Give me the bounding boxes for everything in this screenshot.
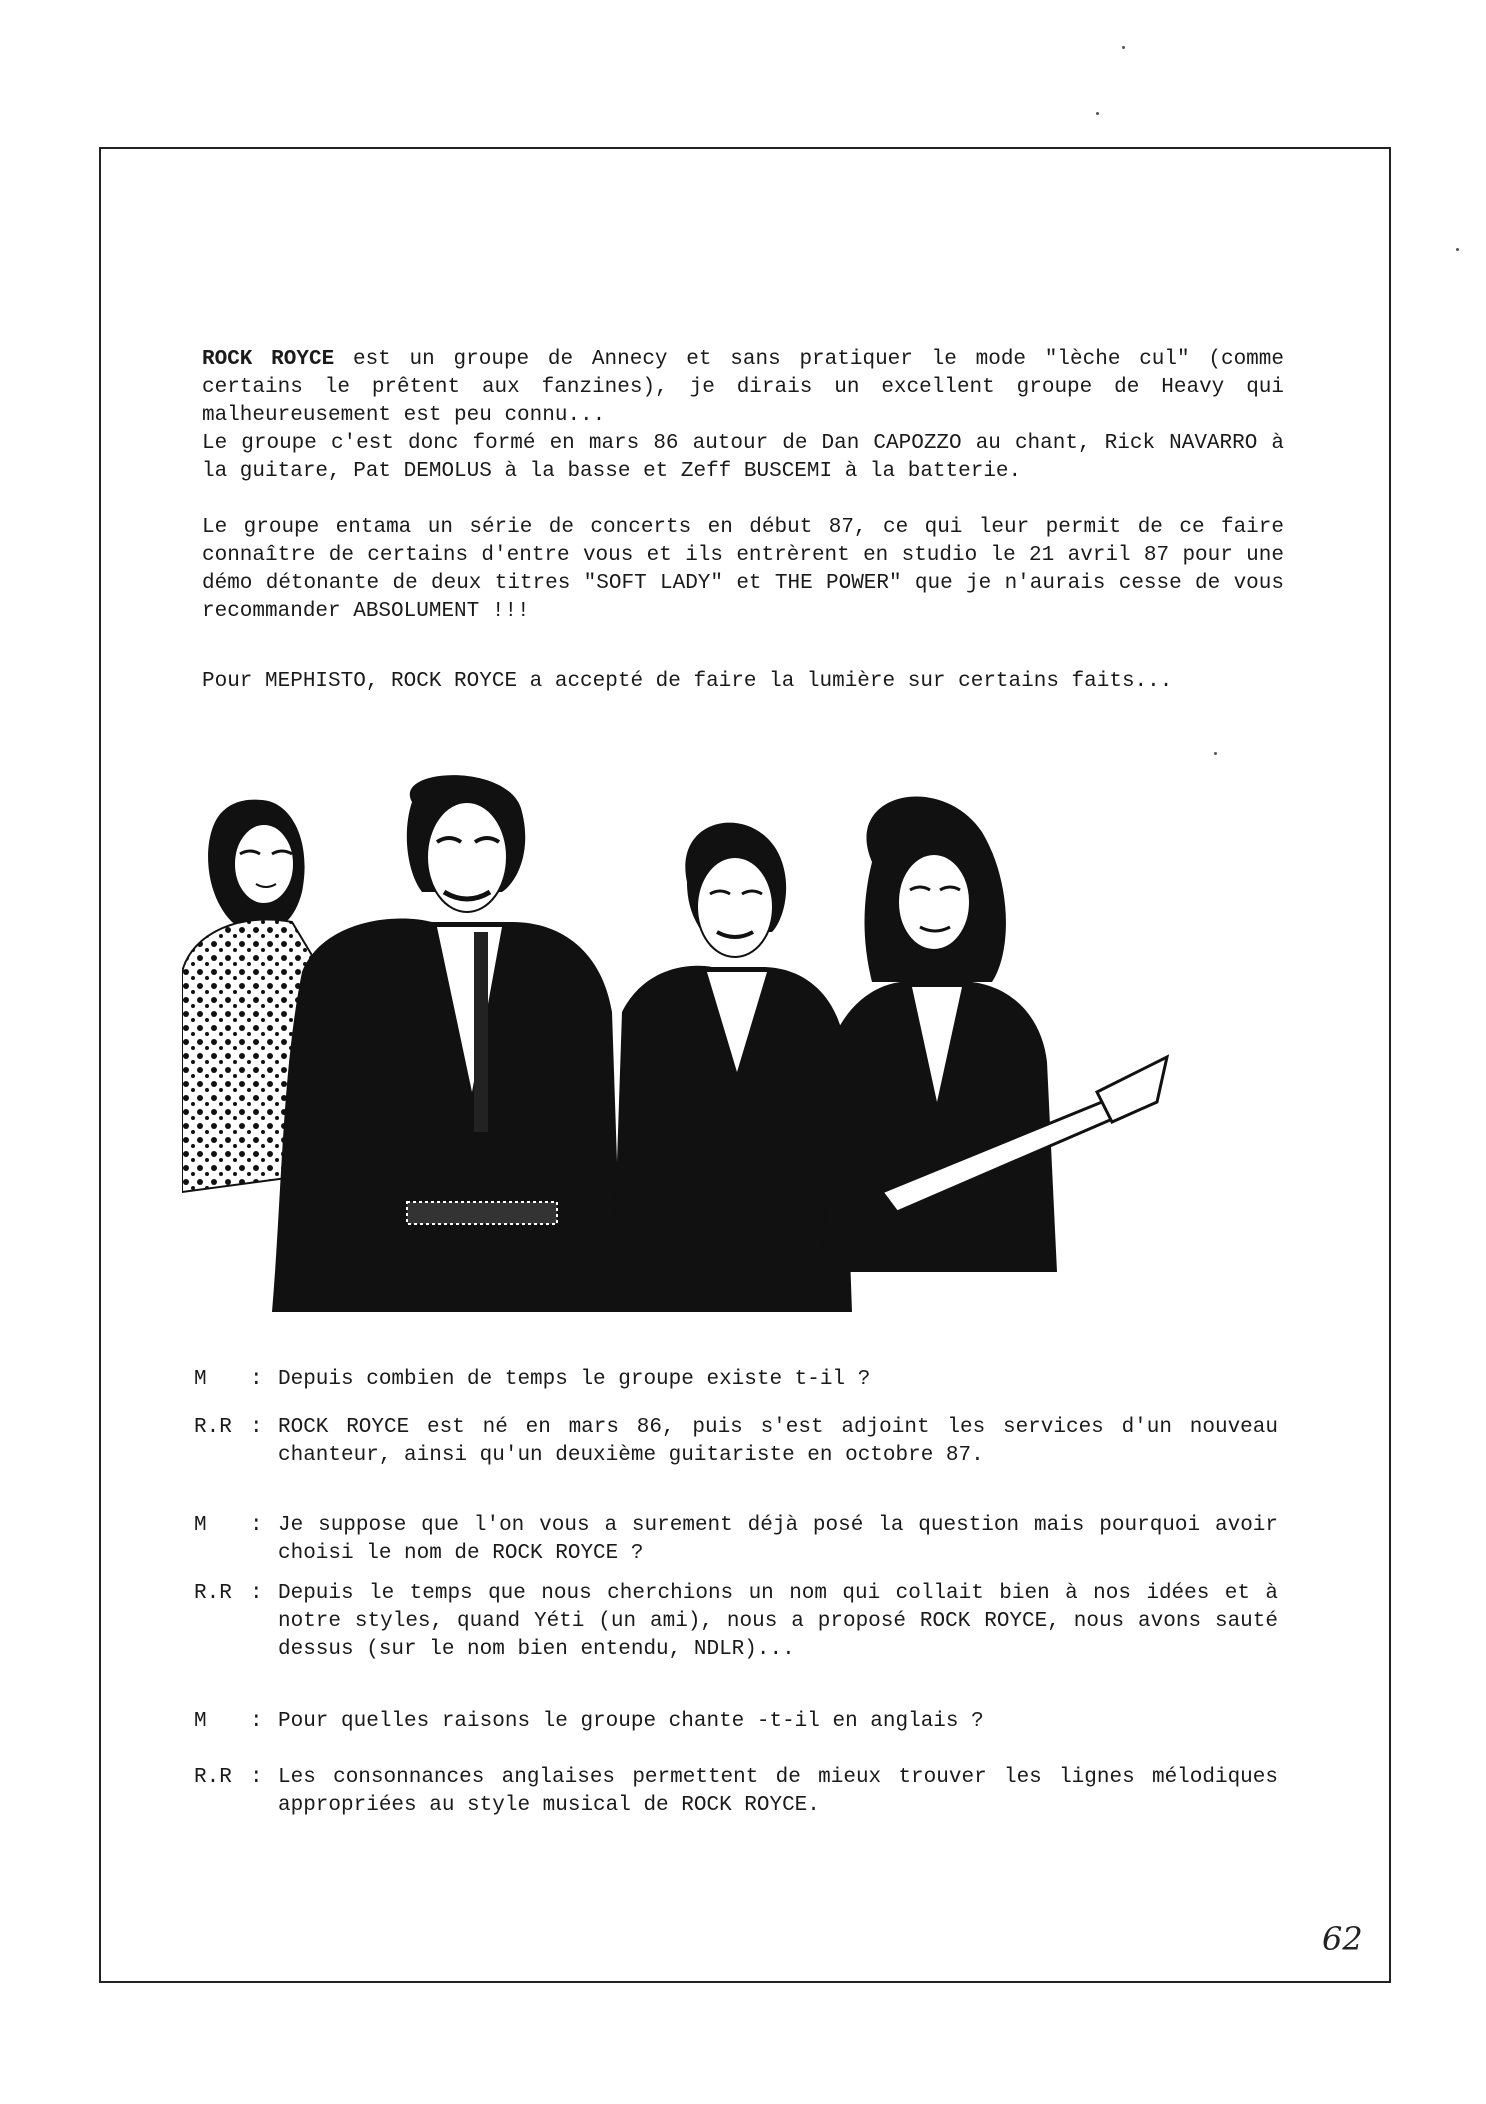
interview-text: Depuis le temps que nous cherchions un nom qui collait bien à nos idées et à notre styles, quand Yéti (un ami), nous a proposé ROCK ROYCE, nous avons sauté dessus (sur le nom bien entendu, NDLR)...	[278, 1582, 1278, 1661]
interview-speaker: R.R	[194, 1766, 232, 1789]
interview-separator: :	[250, 1514, 263, 1537]
interview-item-4	[194, 1580, 1304, 1666]
band-member-3	[612, 823, 852, 1312]
scan-speck	[1214, 752, 1217, 755]
interview-speaker: R.R	[194, 1416, 232, 1439]
intro-paragraph-1-text: est un groupe de Annecy et sans pratiquer le mode "lèche cul" (comme certains le prêtent aux fanzines), je dirais un excellent groupe de Heavy qui malheureusement est peu connu...	[202, 348, 1284, 427]
intro-paragraph-1	[202, 346, 1284, 430]
band-member-2	[272, 775, 622, 1312]
intro-paragraph-2: Le groupe c'est donc formé en mars 86 autour de Dan CAPOZZO au chant, Rick NAVARRO à la guitare, Pat DEMOLUS à la basse et Zeff BUSCEMI à la batterie.	[202, 432, 1284, 483]
scan-speck	[1456, 248, 1459, 251]
band-name: ROCK ROYCE	[202, 348, 335, 371]
interview-speaker: M	[194, 1368, 207, 1391]
interview-text: Les consonnances anglaises permettent de mieux trouver les lignes mélodiques appropriées au style musical de ROCK ROYCE.	[278, 1766, 1278, 1817]
interview-item-1	[194, 1366, 1304, 1396]
scan-speck	[1096, 112, 1099, 115]
interview-speaker: M	[194, 1710, 207, 1733]
interview-item-5	[194, 1708, 1304, 1738]
interview-text: ROCK ROYCE est né en mars 86, puis s'est adjoint les services d'un nouveau chanteur, ainsi qu'un deuxième guitariste en octobre 87.	[278, 1416, 1278, 1467]
interview-separator: :	[250, 1766, 263, 1789]
interview-separator: :	[250, 1710, 263, 1733]
page-frame-right-edge	[1389, 147, 1391, 1981]
interview-item-3	[194, 1512, 1304, 1570]
band-photo	[182, 772, 1282, 1312]
interview-item-2	[194, 1414, 1304, 1472]
intro-paragraph-3: Le groupe entama un série de concerts en début 87, ce qui leur permit de ce faire connaître de certains d'entre vous et ils entrèrent en studio le 21 avril 87 pour une démo détonante de deux titres "SOFT LADY" et THE POWER" que je n'aurais cesse de vous recommander ABSOLUMENT !!!	[202, 516, 1284, 623]
interview-separator: :	[250, 1582, 263, 1605]
interview-separator: :	[250, 1368, 263, 1391]
interview-item-6	[194, 1764, 1304, 1822]
interview-speaker: R.R	[194, 1582, 232, 1605]
page-number: 62	[1322, 1920, 1363, 1958]
interview-text: Depuis combien de temps le groupe existe t-il ?	[278, 1368, 871, 1391]
band-member-4	[822, 796, 1167, 1272]
interview-text: Je suppose que l'on vous a surement déjà posé la question mais pourquoi avoir choisi le nom de ROCK ROYCE ?	[278, 1514, 1278, 1565]
interview-speaker: M	[194, 1514, 207, 1537]
intro-paragraph-4: Pour MEPHISTO, ROCK ROYCE a accepté de faire la lumière sur certains faits...	[202, 670, 1173, 693]
interview-text: Pour quelles raisons le groupe chante -t-il en anglais ?	[278, 1710, 984, 1733]
interview-separator: :	[250, 1416, 263, 1439]
scan-speck	[1122, 46, 1125, 49]
